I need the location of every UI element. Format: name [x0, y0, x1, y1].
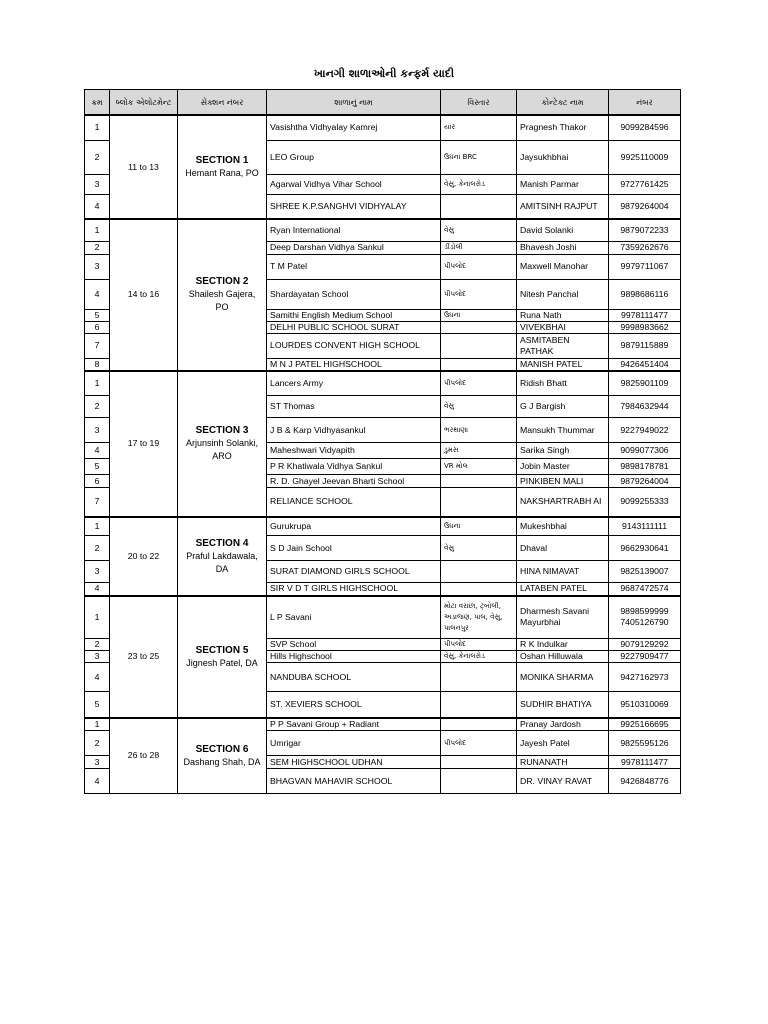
- cell-number: 9099077306: [609, 443, 681, 459]
- cell-area: [441, 718, 517, 731]
- cell-number: 9687472574: [609, 583, 681, 596]
- cell-sr: 2: [85, 536, 110, 561]
- cell-number: 9099284596: [609, 115, 681, 140]
- cell-sr: 3: [85, 418, 110, 443]
- cell-contact: Dhaval: [517, 536, 609, 561]
- cell-sr: 1: [85, 718, 110, 731]
- section-title: SECTION 5: [195, 644, 249, 656]
- cell-area: ઉધના BRC: [441, 140, 517, 174]
- cell-area: [441, 756, 517, 769]
- cell-number: 9825139007: [609, 561, 681, 583]
- cell-sr: 1: [85, 115, 110, 140]
- cell-block: 17 to 19: [110, 371, 178, 517]
- header-contact: કોન્ટેક્ટ નામ: [517, 90, 609, 116]
- cell-block: 23 to 25: [110, 596, 178, 718]
- cell-number: 9898178781: [609, 459, 681, 475]
- cell-school: P P Savani Group + Radiant: [267, 718, 441, 731]
- cell-area: વેસુ, કેનાલરોડ: [441, 651, 517, 663]
- cell-area: વેસુ, કેનાલરોડ: [441, 174, 517, 194]
- cell-block: 11 to 13: [110, 115, 178, 219]
- cell-school: Agarwal Vidhya Vihar School: [267, 174, 441, 194]
- cell-number: 9143111111: [609, 517, 681, 536]
- cell-school: SVP School: [267, 639, 441, 651]
- cell-sr: 6: [85, 321, 110, 333]
- cell-contact: Mukeshbhai: [517, 517, 609, 536]
- cell-sr: 4: [85, 443, 110, 459]
- section-officer: Dashang Shah, DA: [183, 756, 261, 767]
- cell-contact: VIVEKBHAI: [517, 321, 609, 333]
- cell-sr: 3: [85, 756, 110, 769]
- cell-contact: Bhavesh Joshi: [517, 241, 609, 254]
- cell-sr: 4: [85, 194, 110, 219]
- cell-sr: 2: [85, 241, 110, 254]
- cell-contact: Manish Parmar: [517, 174, 609, 194]
- cell-contact: SUDHIR BHATIYA: [517, 692, 609, 718]
- header-section: સેક્શન નંબર: [178, 90, 267, 116]
- table-row: [85, 517, 681, 536]
- cell-area: મોટા વરાછા, ટ્બોલી, અડાજણ, પાલ, વેસુ, પાલનપુર: [441, 596, 517, 639]
- cell-contact: LATABEN PATEL: [517, 583, 609, 596]
- cell-school: Samithi English Medium School: [267, 309, 441, 321]
- cell-school: SHREE K.P.SANGHVI VIDHYALAY: [267, 194, 441, 219]
- cell-school: Deep Darshan Vidhya Sankul: [267, 241, 441, 254]
- cell-area: [441, 321, 517, 333]
- cell-school: SURAT DIAMOND GIRLS SCHOOL: [267, 561, 441, 583]
- cell-number: 9879264004: [609, 475, 681, 488]
- table-row: [85, 219, 681, 241]
- cell-contact: Mansukh Thummar: [517, 418, 609, 443]
- cell-number: 9727761425: [609, 174, 681, 194]
- cell-block: 26 to 28: [110, 718, 178, 794]
- cell-area: [441, 358, 517, 371]
- cell-sr: 4: [85, 663, 110, 692]
- section-title: SECTION 1: [195, 155, 249, 166]
- cell-contact: R K Indulkar: [517, 639, 609, 651]
- cell-block: 14 to 16: [110, 219, 178, 371]
- cell-school: Maheshwari Vidyapith: [267, 443, 441, 459]
- cell-contact: ASMITABEN PATHAK: [517, 333, 609, 358]
- cell-school: ST. XEVIERS SCHOOL: [267, 692, 441, 718]
- header-area: વિસ્તાર: [441, 90, 517, 116]
- school-list-table: [84, 89, 681, 794]
- cell-sr: 5: [85, 309, 110, 321]
- cell-area: [441, 769, 517, 794]
- cell-number: 9662930641: [609, 536, 681, 561]
- cell-school: RELIANCE SCHOOL: [267, 488, 441, 517]
- table-row: [85, 371, 681, 396]
- cell-sr: 1: [85, 596, 110, 639]
- cell-number: 9925110009: [609, 140, 681, 174]
- cell-sr: 2: [85, 140, 110, 174]
- cell-school: ST Thomas: [267, 396, 441, 418]
- cell-school: L P Savani: [267, 596, 441, 639]
- cell-area: ઉધના: [441, 309, 517, 321]
- header-number: નંબર: [609, 90, 681, 116]
- cell-sr: 8: [85, 358, 110, 371]
- cell-number: 7359262676: [609, 241, 681, 254]
- cell-sr: 1: [85, 219, 110, 241]
- cell-sr: 3: [85, 651, 110, 663]
- cell-contact: Maxwell Manohar: [517, 254, 609, 279]
- cell-school: Vasishtha Vidhyalay Kamrej: [267, 115, 441, 140]
- cell-sr: 2: [85, 731, 110, 756]
- cell-number: 9227909477: [609, 651, 681, 663]
- cell-section: [178, 371, 267, 517]
- cell-contact: Jayesh Patel: [517, 731, 609, 756]
- cell-number: 9898686116: [609, 279, 681, 309]
- cell-school: M N J PATEL HIGHSCHOOL: [267, 358, 441, 371]
- cell-contact: Runa Nath: [517, 309, 609, 321]
- cell-number: 9979711067: [609, 254, 681, 279]
- cell-section: [178, 718, 267, 794]
- cell-school: BHAGVAN MAHAVIR SCHOOL: [267, 769, 441, 794]
- cell-contact: Jobin Master: [517, 459, 609, 475]
- cell-sr: 2: [85, 639, 110, 651]
- cell-contact: DR. VINAY RAVAT: [517, 769, 609, 794]
- cell-contact: MANISH PATEL: [517, 358, 609, 371]
- cell-sr: 7: [85, 333, 110, 358]
- cell-number: 9099255333: [609, 488, 681, 517]
- cell-contact: Jaysukhbhai: [517, 140, 609, 174]
- cell-number: 9426848776: [609, 769, 681, 794]
- cell-contact: Sarika Singh: [517, 443, 609, 459]
- cell-contact: Oshan Hilluwala: [517, 651, 609, 663]
- cell-sr: 3: [85, 174, 110, 194]
- table-row: [85, 596, 681, 639]
- cell-school: R. D. Ghayel Jeevan Bharti School: [267, 475, 441, 488]
- cell-block: 20 to 22: [110, 517, 178, 596]
- cell-sr: 4: [85, 769, 110, 794]
- cell-number: 9879072233: [609, 219, 681, 241]
- cell-sr: 1: [85, 371, 110, 396]
- cell-school: NANDUBA SCHOOL: [267, 663, 441, 692]
- cell-area: [441, 194, 517, 219]
- cell-area: [441, 692, 517, 718]
- cell-school: SIR V D T GIRLS HIGHSCHOOL: [267, 583, 441, 596]
- cell-school: J B & Karp Vidhyasankul: [267, 418, 441, 443]
- cell-contact: Pranay Jardosh: [517, 718, 609, 731]
- cell-area: [441, 663, 517, 692]
- cell-sr: 7: [85, 488, 110, 517]
- cell-contact: David Solanki: [517, 219, 609, 241]
- header-school: શાળાનું નામ: [267, 90, 441, 116]
- cell-contact: HINA NIMAVAT: [517, 561, 609, 583]
- cell-sr: 2: [85, 396, 110, 418]
- page-title: ખાનગી શાળાઓની કન્ફર્મ યાદી: [313, 67, 455, 80]
- cell-number: 9925166695: [609, 718, 681, 731]
- cell-area: [441, 488, 517, 517]
- cell-number: 9978111477: [609, 309, 681, 321]
- cell-school: Gurukrupa: [267, 517, 441, 536]
- cell-school: SEM HIGHSCHOOL UDHAN: [267, 756, 441, 769]
- cell-area: [441, 561, 517, 583]
- cell-area: પીપલોદ: [441, 639, 517, 651]
- cell-area: પીપલોદ: [441, 254, 517, 279]
- cell-area: ડીંડોલી: [441, 241, 517, 254]
- cell-area: ભરથાણા: [441, 418, 517, 443]
- section-title: SECTION 6: [195, 743, 249, 755]
- cell-number: 9426451404: [609, 358, 681, 371]
- cell-contact: Dharmesh Savani Mayurbhai: [517, 596, 609, 639]
- cell-area: પીપલોદ: [441, 731, 517, 756]
- cell-section: [178, 115, 267, 219]
- section-title: SECTION 3: [195, 425, 249, 436]
- cell-number: 9879264004: [609, 194, 681, 219]
- cell-area: [441, 583, 517, 596]
- cell-number: 9825595126: [609, 731, 681, 756]
- cell-school: DELHI PUBLIC SCHOOL SURAT: [267, 321, 441, 333]
- cell-sr: 3: [85, 254, 110, 279]
- cell-school: T M Patel: [267, 254, 441, 279]
- cell-number: 7984632944: [609, 396, 681, 418]
- cell-sr: 3: [85, 561, 110, 583]
- section-officer: Hemant Rana, PO: [185, 168, 259, 178]
- cell-contact: Ridish Bhatt: [517, 371, 609, 396]
- cell-school: LEO Group: [267, 140, 441, 174]
- cell-number: 9978111477: [609, 756, 681, 769]
- cell-number: 9227949022: [609, 418, 681, 443]
- cell-sr: 1: [85, 517, 110, 536]
- cell-sr: 6: [85, 475, 110, 488]
- cell-section: [178, 517, 267, 596]
- section-officer: Jignesh Patel, DA: [186, 657, 258, 668]
- cell-area: વેસુ: [441, 536, 517, 561]
- cell-contact: PINKIBEN MALI: [517, 475, 609, 488]
- cell-contact: MONIKA SHARMA: [517, 663, 609, 692]
- section-officer: Arjunsinh Solanki, ARO: [185, 438, 259, 461]
- section-officer: Praful Lakdawala, DA: [186, 550, 258, 574]
- cell-area: VR મોલ: [441, 459, 517, 475]
- section-title: SECTION 4: [195, 537, 249, 549]
- cell-area: ઉધના: [441, 517, 517, 536]
- table-header-row: [85, 90, 681, 116]
- cell-area: [441, 475, 517, 488]
- cell-contact: Nitesh Panchal: [517, 279, 609, 309]
- cell-number: 9825901109: [609, 371, 681, 396]
- cell-area: વેસુ: [441, 396, 517, 418]
- header-block: બ્લોક એલોટમેન્ટ: [110, 90, 178, 116]
- cell-school: Umrigar: [267, 731, 441, 756]
- cell-school: Hills Highschool: [267, 651, 441, 663]
- cell-area: વેસુ: [441, 219, 517, 241]
- cell-number: 9898599999 7405126790: [609, 596, 681, 639]
- cell-number: 9998983662: [609, 321, 681, 333]
- cell-school: Lancers Army: [267, 371, 441, 396]
- cell-contact: NAKSHARTRABH AI: [517, 488, 609, 517]
- cell-sr: 5: [85, 692, 110, 718]
- cell-area: [441, 333, 517, 358]
- cell-area: યાર: [441, 115, 517, 140]
- cell-school: Shardayatan School: [267, 279, 441, 309]
- cell-section: [178, 219, 267, 371]
- cell-section: [178, 596, 267, 718]
- section-officer: Shailesh Gajera, PO: [188, 289, 256, 313]
- cell-sr: 4: [85, 279, 110, 309]
- table-row: [85, 115, 681, 140]
- cell-contact: AMITSINH RAJPUT: [517, 194, 609, 219]
- cell-area: પીપલોદ: [441, 371, 517, 396]
- cell-contact: G J Bargish: [517, 396, 609, 418]
- cell-contact: RUNANATH: [517, 756, 609, 769]
- cell-sr: 5: [85, 459, 110, 475]
- cell-contact: Pragnesh Thakor: [517, 115, 609, 140]
- cell-school: LOURDES CONVENT HIGH SCHOOL: [267, 333, 441, 358]
- cell-sr: 4: [85, 583, 110, 596]
- header-sr: ક્રમ: [85, 90, 110, 116]
- cell-area: ડુમસ: [441, 443, 517, 459]
- cell-school: P R Khatiwala Vidhya Sankul: [267, 459, 441, 475]
- cell-number: 9079129292: [609, 639, 681, 651]
- cell-school: Ryan International: [267, 219, 441, 241]
- cell-number: 9510310069: [609, 692, 681, 718]
- section-title: SECTION 2: [195, 276, 249, 288]
- cell-number: 9427162973: [609, 663, 681, 692]
- cell-school: S D Jain School: [267, 536, 441, 561]
- cell-area: પીપલોદ: [441, 279, 517, 309]
- cell-number: 9879115889: [609, 333, 681, 358]
- table-row: [85, 718, 681, 731]
